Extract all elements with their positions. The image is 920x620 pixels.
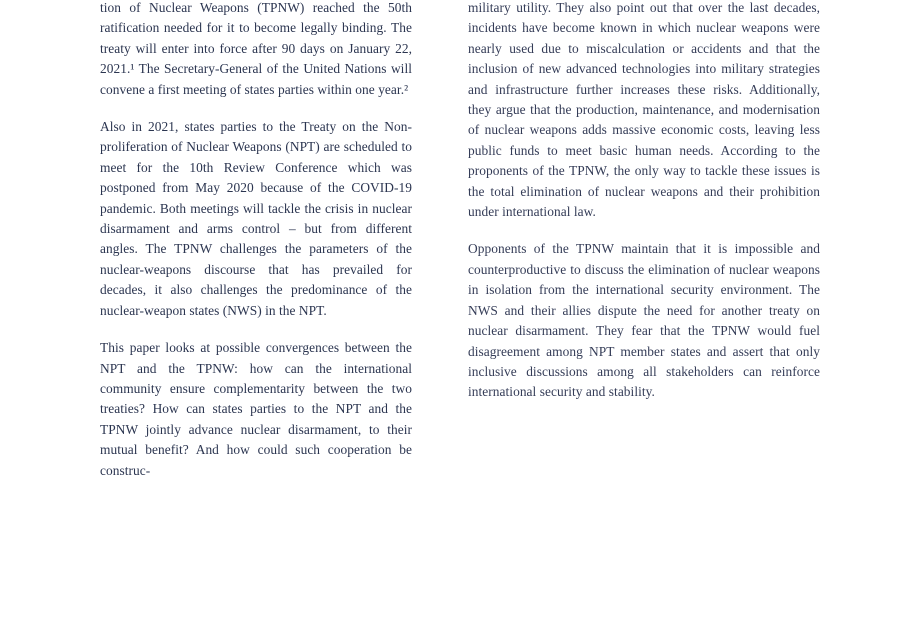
paragraph: Opponents of the TPNW maintain that it is impossible and counterproductive to discuss the elimination of nuclear weapons in isolation from the international security environment. The NWS and their allies dispute the need for another treaty on nuclear disarmament. They fear that the TPNW would fuel disagreement among NPT member states and assert that only inclusive discussions among all stakeholders can reinforce international security and stability. — [468, 241, 820, 400]
paragraph: tion of Nuclear Weapons (TPNW) reached the 50th ratification needed for it to become legally binding. The treaty will enter into force after 90 days on January 22, 2021.¹ The Secretary-General of the United Nations will convene a first meeting of states parties within one year.² — [100, 0, 412, 97]
right-text-column — [460, 0, 920, 620]
paragraph: military utility. They also point out that over the last decades, incidents have become known in which nuclear weapons were nearly used due to miscalculation or accidents and that the inclusion of new advanced technologies into military strategies and infrastructure further increases these risks. Additionally, they argue that the production, maintenance, and modernisation of nuclear weapons adds massive economic costs, leaving less public funds to meet basic human needs. According to the proponents of the TPNW, the only way to tackle these issues is the total elimination of nuclear weapons and their prohibition under international law. — [468, 0, 820, 220]
paragraph: Also in 2021, states parties to the Treaty on the Non-proliferation of Nuclear Weapons (NPT) are scheduled to meet for the 10th Review Conference which was postponed from May 2020 because of the COVID-19 pandemic. Both meetings will tackle the crisis in nuclear disarmament and arms control – but from different angles. The TPNW challenges the parameters of the nuclear-weapons discourse that has prevailed for decades, it also challenges the predominance of the nuclear-weapon states (NWS) in the NPT. — [100, 119, 412, 318]
paragraph: This paper looks at possible convergences between the NPT and the TPNW: how can the international community ensure complementarity between the two treaties? How can states parties to the NPT and the TPNW jointly advance nuclear disarmament, to their mutual benefit? And how could such cooperation be construc- — [100, 340, 412, 478]
